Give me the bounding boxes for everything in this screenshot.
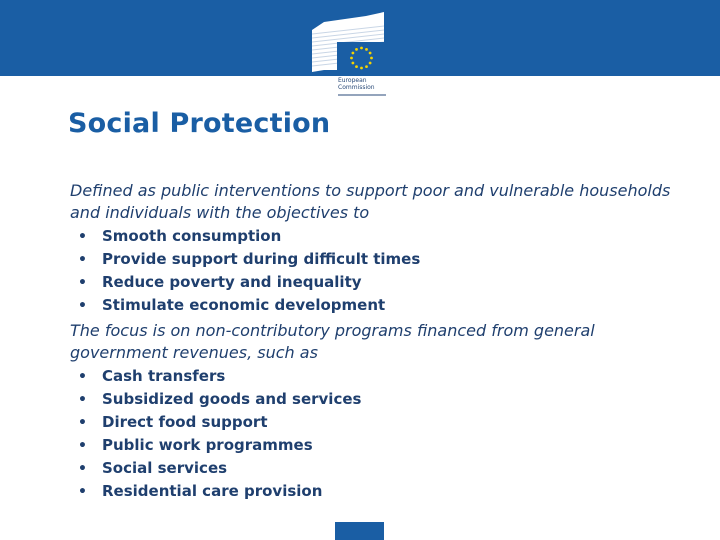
list-item-label: Provide support during difficult times bbox=[102, 250, 421, 268]
objectives-list bbox=[78, 225, 420, 317]
list-item-label: Social services bbox=[102, 459, 228, 477]
list-item-label: Direct food support bbox=[102, 413, 268, 431]
list-item bbox=[78, 388, 361, 411]
list-item-label: Residential care provision bbox=[102, 482, 323, 500]
list-item-label: Subsidized goods and services bbox=[102, 390, 362, 408]
slide-title: Social Protection bbox=[68, 108, 331, 139]
list-item-label: Cash transfers bbox=[102, 367, 226, 385]
bullet-icon: • bbox=[78, 229, 87, 245]
eu-flag-icon bbox=[337, 42, 386, 74]
list-item bbox=[78, 411, 361, 434]
programs-list bbox=[78, 365, 361, 503]
european-commission-logo bbox=[310, 8, 386, 100]
list-item-label: Stimulate economic development bbox=[102, 296, 386, 314]
list-item-label: Public work programmes bbox=[102, 436, 313, 454]
logo-line-1: European bbox=[338, 77, 367, 84]
bullet-icon: • bbox=[78, 369, 87, 385]
bullet-icon: • bbox=[78, 392, 87, 408]
footer-bar bbox=[335, 522, 384, 540]
list-item bbox=[78, 480, 361, 503]
intro-paragraph-1: Defined as public interventions to support poor and vulnerable households and individuals with the objectives to bbox=[70, 181, 671, 222]
bullet-icon: • bbox=[78, 484, 87, 500]
list-item-label: Smooth consumption bbox=[102, 227, 282, 245]
list-item-label: Reduce poverty and inequality bbox=[102, 273, 362, 291]
logo-line-2: Commission bbox=[338, 84, 375, 91]
bullet-icon: • bbox=[78, 461, 87, 477]
list-item bbox=[78, 365, 361, 388]
bullet-icon: • bbox=[78, 275, 87, 291]
bullet-icon: • bbox=[78, 415, 87, 431]
logo-wordmark bbox=[338, 77, 388, 91]
list-item bbox=[78, 271, 420, 294]
list-item bbox=[78, 457, 361, 480]
intro-paragraph-2: The focus is on non-contributory programs financed from general government revenues, such as bbox=[70, 321, 595, 362]
list-item bbox=[78, 434, 361, 457]
bullet-icon: • bbox=[78, 252, 87, 268]
list-item bbox=[78, 248, 420, 271]
bullet-icon: • bbox=[78, 298, 87, 314]
list-item bbox=[78, 225, 420, 248]
bullet-icon: • bbox=[78, 438, 87, 454]
list-item bbox=[78, 294, 420, 317]
